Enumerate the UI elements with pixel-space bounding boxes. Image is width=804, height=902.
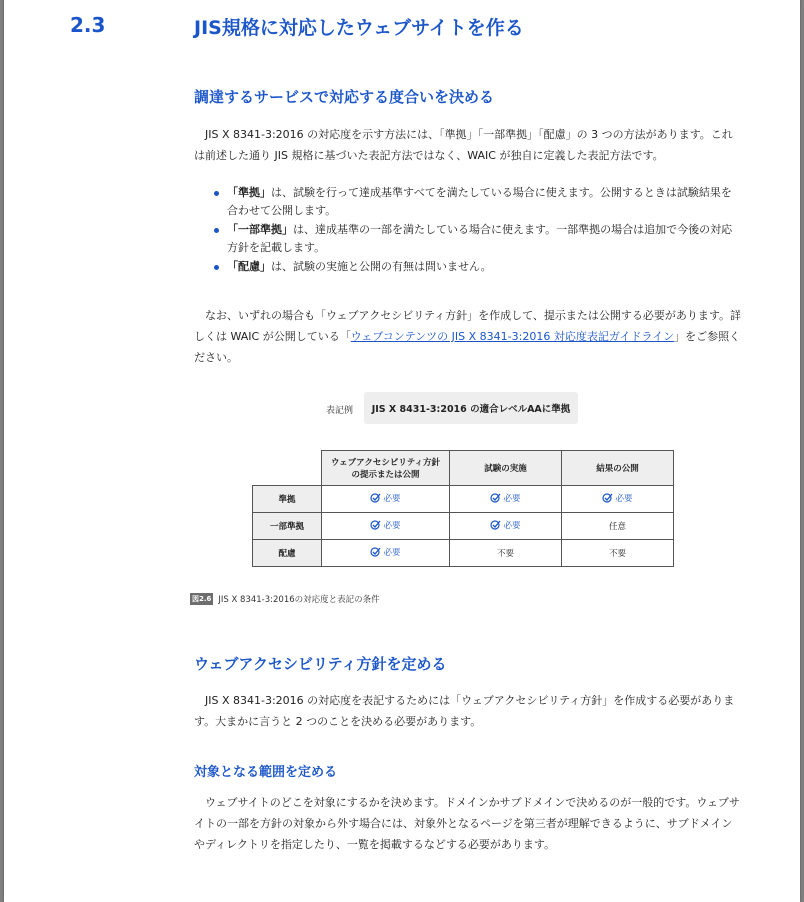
- row-header: 準拠: [253, 486, 322, 513]
- bullet-icon: [214, 191, 219, 196]
- row-header: 一部準拠: [253, 513, 322, 540]
- table-row: [253, 540, 674, 567]
- column-header-publish: 結果の公開: [562, 451, 674, 486]
- conformance-table: [252, 450, 674, 567]
- table-corner: [253, 451, 322, 486]
- required-mark: 必要: [370, 546, 400, 558]
- required-mark: 必要: [490, 519, 520, 531]
- paragraph-target-scope: ウェブサイトのどこを対象にするかを決めます。ドメインかサブドメインで決めるのが一般的です。ウェブサイトの一部を方針の対象から外す場合には、対象外となるページを第三者が理解できるように、サブドメインやディレクトリを指定したり、一覧を掲載するなどする必要があります。: [194, 796, 740, 851]
- check-circle-icon: [490, 493, 501, 503]
- section-number: 2.3: [70, 13, 106, 37]
- example-label: 表記例: [326, 406, 354, 416]
- check-circle-icon: [370, 493, 381, 503]
- row-header: 配慮: [253, 540, 322, 567]
- figure-caption-text: JIS X 8341-3:2016の対応度と表記の条件: [218, 595, 380, 605]
- heading-target-scope: 対象となる範囲を定める: [194, 765, 338, 780]
- figure-number-badge: 図2.6: [192, 595, 212, 603]
- check-circle-icon: [370, 547, 381, 557]
- column-header-policy: ウェブアクセシビリティ方針の提示または公開: [322, 451, 450, 486]
- guideline-link[interactable]: ウェブコンテンツの JIS X 8341-3:2016 対応度表記ガイドライン: [350, 330, 675, 343]
- table-cell: [322, 540, 450, 567]
- table-header-row: [253, 451, 674, 486]
- table-cell: 任意: [562, 513, 674, 540]
- heading-service-level: 調達するサービスで対応する度合いを決める: [194, 88, 495, 106]
- table-row: [253, 486, 674, 513]
- paragraph-policy-requirement: JIS X 8341-3:2016 の対応度を表記するためには「ウェブアクセシビリティ方針」を作成する必要があります。大まかに言うと 2 つのことを決める必要があります。: [194, 694, 735, 728]
- example-notation-box: JIS X 8431-3:2016 の適合レベルAAに準拠: [364, 392, 578, 424]
- document-page: [4, 0, 800, 902]
- section-title: JIS規格に対応したウェブサイトを作る: [194, 17, 524, 39]
- column-header-test: 試験の実施: [450, 451, 562, 486]
- conformance-list: [194, 184, 742, 277]
- check-circle-icon: [370, 520, 381, 530]
- required-mark: 必要: [370, 492, 400, 504]
- required-mark: 必要: [490, 492, 520, 504]
- check-circle-icon: [602, 493, 613, 503]
- table-row: [253, 513, 674, 540]
- required-mark: 必要: [602, 492, 632, 504]
- table-cell: [450, 486, 562, 513]
- bullet-icon: [214, 228, 219, 233]
- table-cell: [322, 486, 450, 513]
- paragraph-policy-note: なお、いずれの場合も「ウェブアクセシビリティ方針」を作成して、提示または公開する必要があります。詳しくは WAIC が公開している「ウェブコンテンツの JIS X 8341-3:2016 対応度表記ガイドライン」をご参照ください。: [194, 309, 742, 364]
- required-mark: 必要: [370, 519, 400, 531]
- list-item: 「配慮」は、試験の実施と公開の有無は問いません。: [194, 258, 742, 276]
- list-item: 「準拠」は、試験を行って達成基準すべてを満たしている場合に使えます。公開するときは試験結果を合わせて公開します。: [194, 184, 742, 220]
- table-cell: 不要: [562, 540, 674, 567]
- check-circle-icon: [490, 520, 501, 530]
- bullet-icon: [214, 265, 219, 270]
- table-cell: 不要: [450, 540, 562, 567]
- table-cell: [322, 513, 450, 540]
- table-cell: [450, 513, 562, 540]
- paragraph-conformance-methods: JIS X 8341-3:2016 の対応度を示す方法には、「準拠」「一部準拠」「配慮」の 3 つの方法があります。これは前述した通り JIS 規格に基づいた表記方法ではなく、WAIC が独自に定義した表記方法です。: [194, 128, 733, 162]
- figure-caption: [190, 593, 380, 605]
- table-cell: [562, 486, 674, 513]
- heading-accessibility-policy: ウェブアクセシビリティ方針を定める: [194, 655, 447, 673]
- list-item: 「一部準拠」は、達成基準の一部を満たしている場合に使えます。一部準拠の場合は追加で今後の対応方針を記載します。: [194, 221, 742, 257]
